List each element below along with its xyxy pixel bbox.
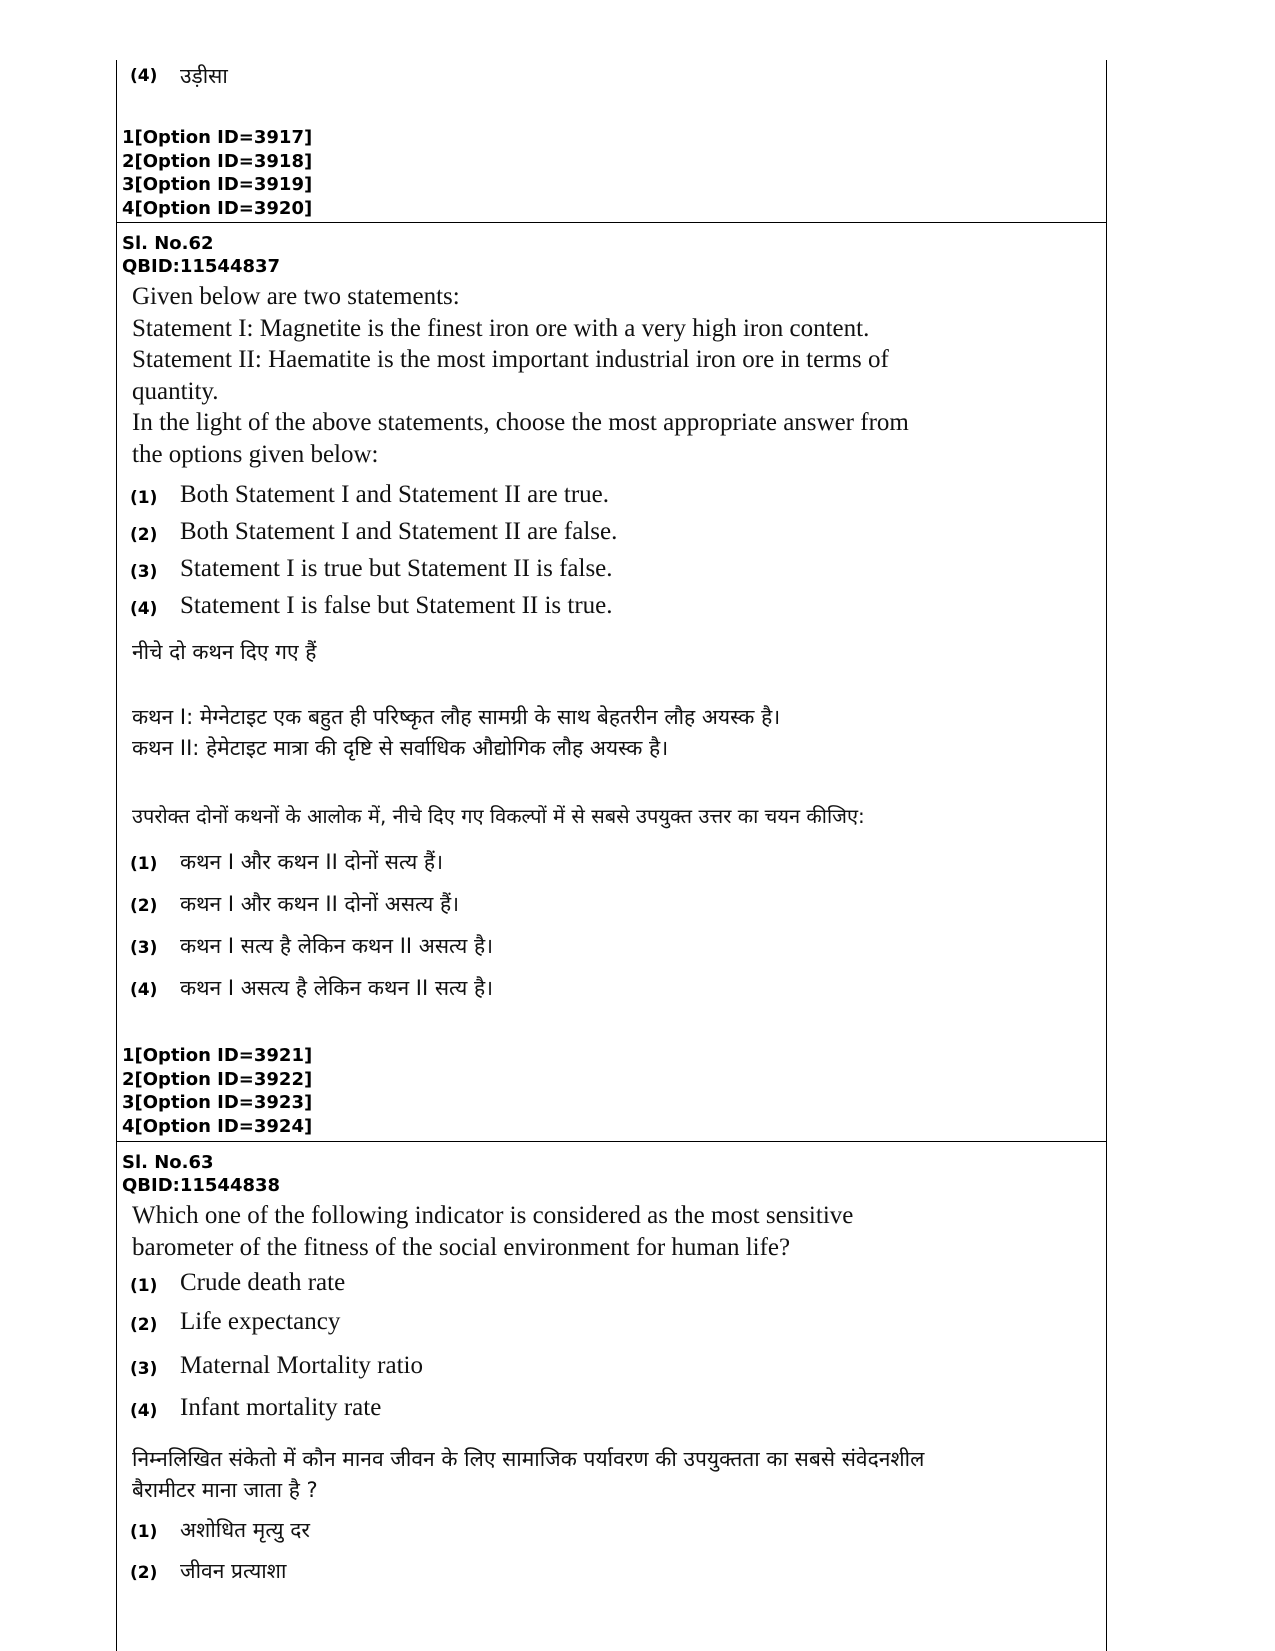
option-text: Both Statement I and Statement II are true. — [180, 481, 610, 508]
divider — [116, 1141, 1106, 1142]
hindi-statement: कथन II: हेमेटाइट मात्रा की दृष्टि से सर्वाधिक औद्योगिक लौह अयस्क है। — [132, 736, 669, 760]
option-text: Statement I is true but Statement II is false. — [180, 555, 613, 582]
question-header — [122, 232, 280, 278]
stem-line: Statement II: Haematite is the most important industrial iron ore in terms of — [132, 346, 889, 373]
question-stem — [132, 281, 909, 470]
option-number: (4) — [130, 980, 158, 1000]
divider — [116, 222, 1106, 223]
option-text: Life expectancy — [180, 1308, 341, 1335]
hindi-question: उपरोक्त दोनों कथनों के आलोक में, नीचे दिए गए विकल्पों में से सबसे उपयुक्त उत्तर का चयन कीजिए: — [132, 804, 865, 828]
hindi-statement: कथन I: मेग्नेटाइट एक बहुत ही परिष्कृत लौह सामग्री के साथ बेहतरीन लौह अयस्क है। — [132, 705, 781, 729]
option-id-list — [122, 126, 312, 220]
option-number: (1) — [130, 1276, 158, 1296]
option-number: (2) — [130, 1315, 158, 1335]
option-text: जीवन प्रत्याशा — [180, 1559, 287, 1583]
hindi-question-stem — [132, 1444, 924, 1506]
option-id: 4[Option ID=3924] — [122, 1115, 313, 1137]
option-text: कथन I असत्य है लेकिन कथन II सत्य है। — [180, 976, 494, 1000]
option-number: (3) — [130, 1359, 158, 1379]
option-number: (1) — [130, 854, 158, 874]
question-header — [122, 1151, 280, 1197]
serial-number: Sl. No.63 — [122, 1152, 214, 1173]
option-text: Both Statement I and Statement II are false. — [180, 518, 618, 545]
stem-line: Which one of the following indicator is considered as the most sensitive — [132, 1202, 854, 1229]
option-id: 1[Option ID=3917] — [122, 127, 313, 148]
option-number: (2) — [130, 1563, 158, 1583]
option-text: Maternal Mortality ratio — [180, 1352, 423, 1379]
option-number: (4) — [130, 599, 158, 619]
question-bank-id: QBID:11544837 — [122, 256, 281, 277]
option-id: 3[Option ID=3919] — [122, 174, 313, 195]
stem-line: Given below are two statements: — [132, 283, 460, 310]
stem-line: In the light of the above statements, choose the most appropriate answer from — [132, 409, 909, 436]
option-id: 1[Option ID=3921] — [122, 1045, 313, 1066]
option-text: Infant mortality rate — [180, 1394, 382, 1421]
option-text: अशोधित मृत्यु दर — [180, 1518, 311, 1542]
option-number: (4) — [130, 1401, 158, 1421]
option-text: Crude death rate — [180, 1269, 346, 1296]
stem-line: quantity. — [132, 377, 219, 405]
option-text: कथन I और कथन II दोनों सत्य हैं। — [180, 850, 444, 874]
stem-line: निम्नलिखित संकेतो में कौन मानव जीवन के लिए सामाजिक पर्यावरण की उपयुक्तता का सबसे संवेदनशील — [132, 1447, 925, 1471]
question-stem — [132, 1200, 853, 1263]
option-id: 4[Option ID=3920] — [122, 197, 313, 219]
stem-line: बैरामीटर माना जाता है ? — [132, 1478, 318, 1502]
stem-line: barometer of the fitness of the social environment for human life? — [132, 1233, 791, 1261]
hindi-statements — [132, 702, 780, 764]
hindi-intro: नीचे दो कथन दिए गए हैं — [132, 640, 317, 664]
option-number: (1) — [130, 1522, 158, 1542]
option-id-list — [122, 1044, 312, 1138]
option-id: 2[Option ID=3918] — [122, 150, 313, 172]
question-bank-id: QBID:11544838 — [122, 1175, 281, 1196]
option-number: (2) — [130, 525, 158, 545]
stem-line: Statement I: Magnetite is the finest iron ore with a very high iron content. — [132, 314, 870, 342]
serial-number: Sl. No.62 — [122, 233, 214, 254]
option-text: कथन I सत्य है लेकिन कथन II असत्य है। — [180, 934, 494, 958]
option-number: (3) — [130, 562, 158, 582]
option-number: (4) — [130, 66, 158, 86]
option-number: (1) — [130, 488, 158, 508]
option-id: 2[Option ID=3922] — [122, 1068, 313, 1090]
option-id: 3[Option ID=3923] — [122, 1092, 313, 1113]
stem-line: the options given below: — [132, 440, 379, 468]
option-text: कथन I और कथन II दोनों असत्य हैं। — [180, 892, 460, 916]
option-text: उड़ीसा — [180, 64, 228, 88]
option-number: (3) — [130, 938, 158, 958]
option-number: (2) — [130, 896, 158, 916]
option-text: Statement I is false but Statement II is true. — [180, 592, 613, 619]
